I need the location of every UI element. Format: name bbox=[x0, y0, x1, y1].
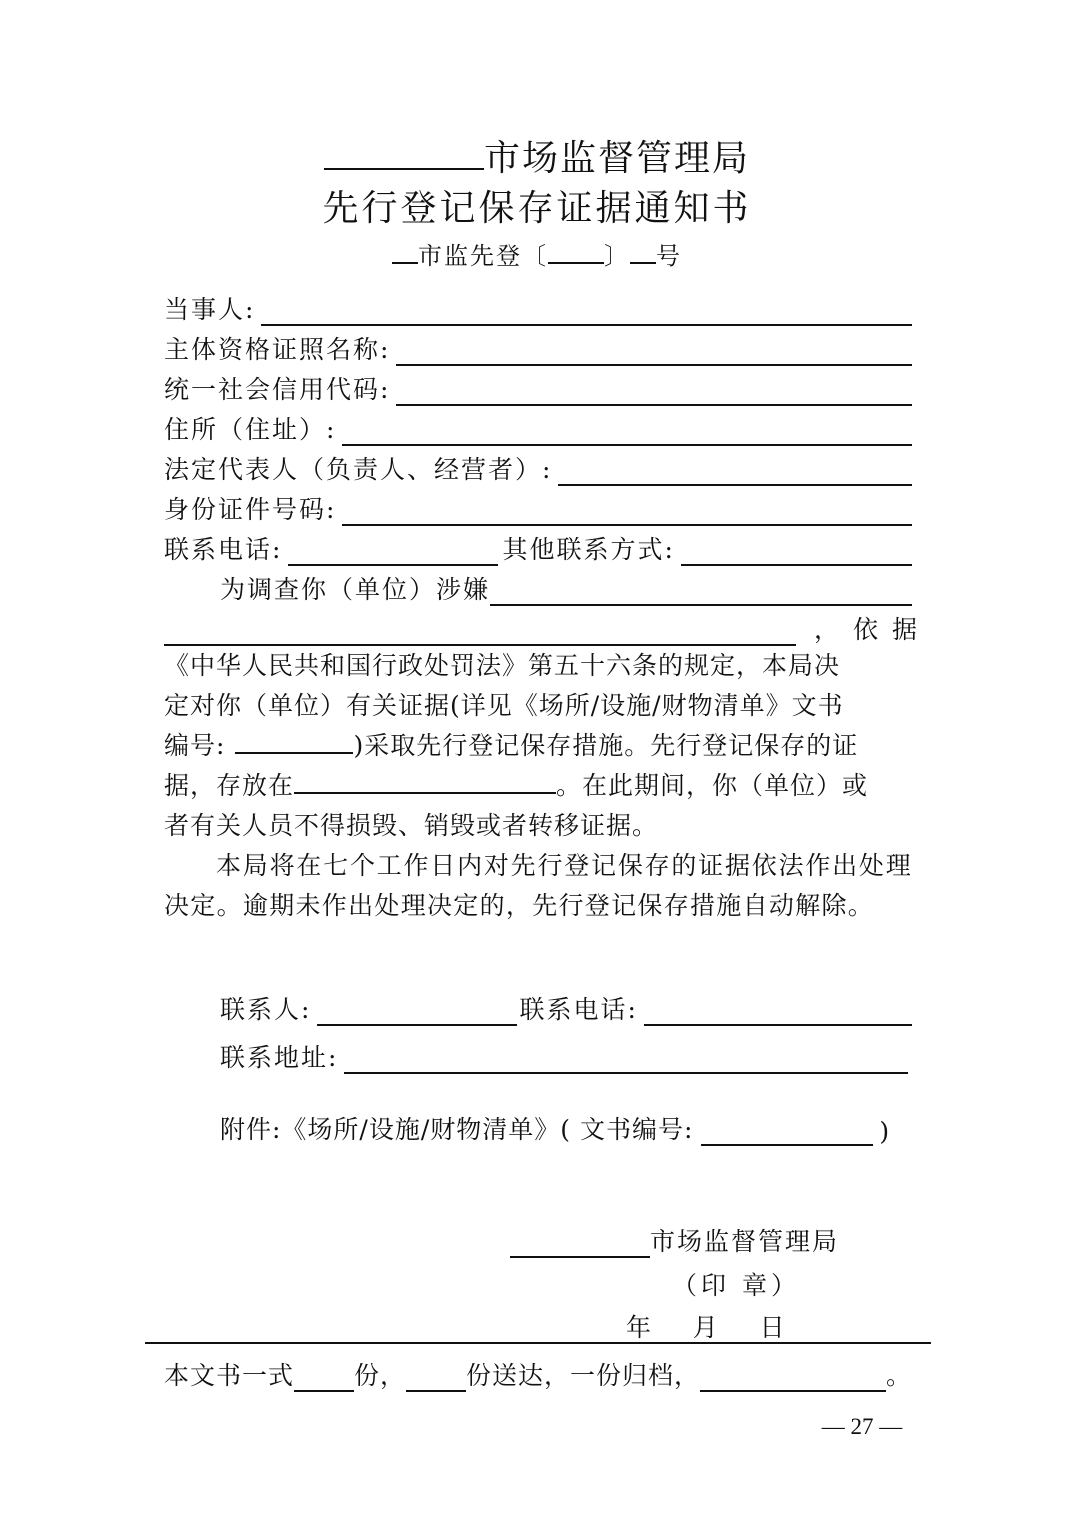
attachment-line: 附件:《场所/设施/财物清单》( 文书编号: ) bbox=[220, 1115, 891, 1146]
signature-date: 年 月 日 bbox=[626, 1313, 787, 1342]
storage-location-blank[interactable] bbox=[294, 766, 556, 794]
paragraph-1-line-7: 者有关人员不得损毁、销毁或者转移证据。 bbox=[164, 811, 659, 840]
suspected-violation-input[interactable] bbox=[490, 578, 912, 606]
docno-serial-blank[interactable] bbox=[630, 237, 656, 264]
contact-person-input[interactable] bbox=[317, 998, 517, 1026]
license-name-input[interactable] bbox=[396, 338, 912, 366]
field-legal-rep: 法定代表人（负责人、经营者）: bbox=[164, 450, 912, 486]
document-number-blank[interactable] bbox=[235, 726, 353, 754]
attachment-number-blank[interactable] bbox=[701, 1118, 873, 1146]
credit-code-input[interactable] bbox=[396, 378, 912, 406]
party-input[interactable] bbox=[261, 298, 912, 326]
field-address: 住所（住址）: bbox=[164, 410, 912, 446]
paragraph-1-line-3: 《中华人民共和国行政处罚法》第五十六条的规定，本局决 bbox=[164, 651, 841, 680]
paragraph-1-line-4: 定对你（单位）有关证据(详见《场所/设施/财物清单》文书 bbox=[164, 691, 844, 720]
contact-address-input[interactable] bbox=[344, 1046, 908, 1074]
document-title: 先行登记保存证据通知书 bbox=[322, 188, 752, 229]
seal-label: （印 章） bbox=[672, 1271, 800, 1300]
document-title-authority bbox=[0, 130, 1074, 181]
copies-served-blank[interactable] bbox=[406, 1364, 466, 1392]
field-license-name: 主体资格证照名称: bbox=[164, 330, 912, 366]
authority-suffix: 市场监督管理局 bbox=[483, 138, 750, 179]
docno-year-blank[interactable] bbox=[548, 237, 604, 264]
authority-name-blank[interactable] bbox=[324, 130, 484, 170]
legal-rep-input[interactable] bbox=[558, 458, 912, 486]
copies-total-blank[interactable] bbox=[294, 1364, 354, 1392]
field-party: 当事人: bbox=[164, 290, 912, 326]
paragraph-1-line-5: 编号: )采取先行登记保存措施。先行登记保存的证 bbox=[164, 726, 912, 766]
field-id-number: 身份证件号码: bbox=[164, 490, 912, 526]
other-contact-input[interactable] bbox=[681, 538, 912, 566]
footer-divider bbox=[145, 1342, 931, 1344]
signature-org: 市场监督管理局 bbox=[510, 1222, 839, 1258]
contact-address-row: 联系地址: bbox=[220, 1038, 908, 1074]
contact-row: 联系人: 联系电话: bbox=[220, 990, 912, 1026]
signature-org-blank[interactable] bbox=[510, 1230, 650, 1258]
paragraph-1-line-2: ，依据 bbox=[164, 610, 912, 646]
paragraph-2: 本局将在七个工作日内对先行登记保存的证据依法作出处理决定。逾期未作出处理决定的，先行登记保存措施自动解除。 bbox=[164, 851, 912, 920]
paragraph-1-line-6: 据，存放在 。在此期间，你（单位）或 bbox=[164, 766, 912, 806]
paragraph-1-line-1: 为调查你（单位）涉嫌 bbox=[220, 570, 912, 606]
document-number: 市监先登〔 〕 号 bbox=[0, 236, 1074, 271]
suspected-violation-input-cont[interactable] bbox=[164, 618, 796, 646]
field-credit-code: 统一社会信用代码: bbox=[164, 370, 912, 406]
page-number: — 27 — bbox=[821, 1414, 903, 1439]
id-number-input[interactable] bbox=[342, 498, 912, 526]
contact-phone-input[interactable] bbox=[644, 998, 912, 1026]
field-phone-row: 联系电话: 其他联系方式: bbox=[164, 530, 912, 566]
address-input[interactable] bbox=[342, 418, 912, 446]
phone-input[interactable] bbox=[288, 538, 498, 566]
copies-line: 本文书一式 份， 份送达，一份归档， 。 bbox=[164, 1361, 913, 1390]
copies-note-blank[interactable] bbox=[700, 1364, 886, 1392]
docno-prefix-blank[interactable] bbox=[392, 237, 418, 264]
